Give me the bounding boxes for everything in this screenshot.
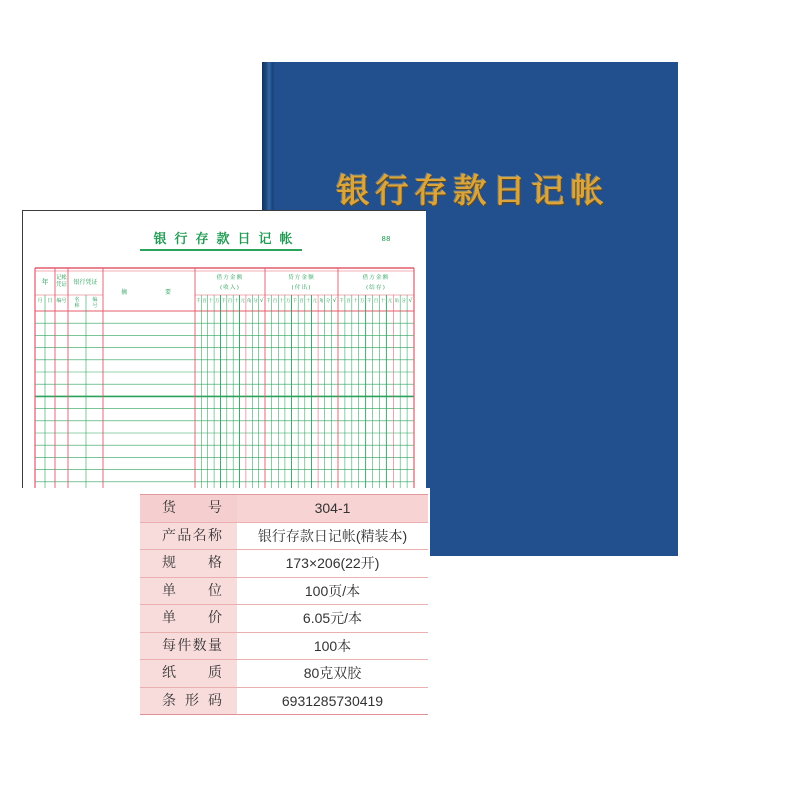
spec-label-cell (140, 550, 237, 577)
spec-value: 6.05元/本 (302, 610, 363, 627)
digit-place-header: 百 (272, 299, 278, 304)
header-voucher: 记帐凭证 (55, 275, 67, 289)
digit-place-header: 角 (246, 299, 252, 304)
spec-value: 80克双胶 (303, 665, 362, 682)
spec-label: 每件数量 (162, 637, 222, 654)
header-summary: 摘要 (121, 289, 171, 296)
header-debit-income-sub: (收入) (219, 285, 241, 291)
digit-place-header: 十 (353, 299, 358, 304)
header-voucher-number: 编号 (56, 298, 67, 304)
digit-place-header: 万 (215, 299, 220, 304)
spec-label: 规格 (162, 555, 222, 572)
header-bank-voucher-name: 名称 (74, 297, 80, 309)
spec-row-product-name (140, 523, 428, 551)
digit-place-header: 百 (299, 299, 304, 304)
header-balance: 借方金额 (362, 275, 390, 281)
digit-place-header: 角 (319, 299, 324, 304)
ledger-title-underline (140, 249, 302, 251)
check-mark-header: √ (332, 297, 337, 304)
spec-row-size (140, 550, 428, 578)
spec-row-paper (140, 660, 428, 688)
spec-value: 100页/本 (304, 582, 361, 599)
spec-label: 纸质 (162, 665, 222, 682)
page-number: 88 (381, 235, 391, 243)
digit-place-header: 角 (394, 299, 399, 304)
spec-label-cell (140, 633, 237, 660)
spec-row-unit (140, 578, 428, 606)
digit-place-header: 千 (339, 299, 344, 304)
digit-place-header: 十 (279, 299, 284, 304)
digit-place-header: 元 (387, 299, 393, 304)
header-credit-payment: 贷方金额 (288, 275, 315, 281)
spec-label-cell (140, 605, 237, 632)
digit-place-header: 百 (346, 299, 351, 304)
spec-row-pack-quantity (140, 633, 428, 661)
spec-rows (140, 494, 428, 715)
spec-label-cell (140, 495, 237, 522)
digit-place-header: 百 (227, 299, 233, 304)
spec-label: 产品名称 (162, 527, 222, 544)
header-balance-sub: (结存) (365, 285, 387, 291)
spec-value: 6931285730419 (281, 692, 384, 709)
header-year: 年 (41, 278, 49, 286)
digit-place-header: 千 (195, 299, 201, 304)
digit-place-header: 千 (221, 299, 226, 304)
spec-value: 银行存款日记帐(精装本) (257, 527, 408, 544)
header-day: 日 (47, 298, 53, 304)
digit-place-header: 分 (253, 299, 258, 304)
spec-label: 单位 (162, 582, 222, 599)
digit-place-header: 千 (366, 299, 372, 304)
ledger-grid (23, 211, 426, 488)
header-debit-income: 借方金额 (216, 275, 244, 281)
ledger-page-sample (22, 210, 426, 488)
ledger-title: 银行存款日记帐 (153, 232, 301, 247)
header-bank-voucher: 银行凭证 (73, 279, 98, 286)
spec-row-unit-price (140, 605, 428, 633)
spec-label: 条形码 (162, 692, 222, 709)
spec-value: 100本 (313, 637, 352, 654)
spec-value: 173×206(22开) (285, 555, 380, 572)
digit-place-header: 十 (305, 299, 311, 304)
spec-label-cell (140, 688, 237, 715)
spec-label-cell (140, 660, 237, 687)
digit-place-header: 千 (266, 299, 271, 304)
digit-place-header: 百 (202, 299, 207, 304)
check-mark-header: √ (408, 297, 413, 304)
spec-label: 货号 (162, 500, 222, 517)
digit-place-header: 十 (208, 299, 214, 304)
digit-place-header: 万 (359, 299, 365, 304)
spec-row-barcode (140, 688, 428, 716)
spec-label-cell (140, 523, 237, 550)
digit-place-header: 十 (380, 299, 386, 304)
spec-label: 单价 (162, 610, 222, 627)
digit-place-header: 千 (292, 299, 298, 304)
spec-label-cell (140, 578, 237, 605)
digit-place-header: 万 (285, 299, 291, 304)
digit-place-header: 十 (234, 299, 239, 304)
digit-place-header: 分 (325, 299, 331, 304)
spec-table (138, 488, 430, 715)
spec-value: 304-1 (237, 495, 428, 522)
spec-row-item-number (140, 495, 428, 523)
header-bank-voucher-number: 编号 (92, 297, 98, 309)
check-mark-header: √ (259, 297, 264, 304)
digit-place-header: 分 (401, 299, 406, 304)
digit-place-header: 元 (240, 299, 245, 304)
header-month: 月 (37, 298, 43, 304)
header-credit-payment-sub: (付出) (291, 285, 312, 291)
digit-place-header: 百 (373, 299, 379, 304)
cover-title: 银行存款日记帐 (336, 171, 610, 210)
digit-place-header: 元 (312, 299, 318, 304)
